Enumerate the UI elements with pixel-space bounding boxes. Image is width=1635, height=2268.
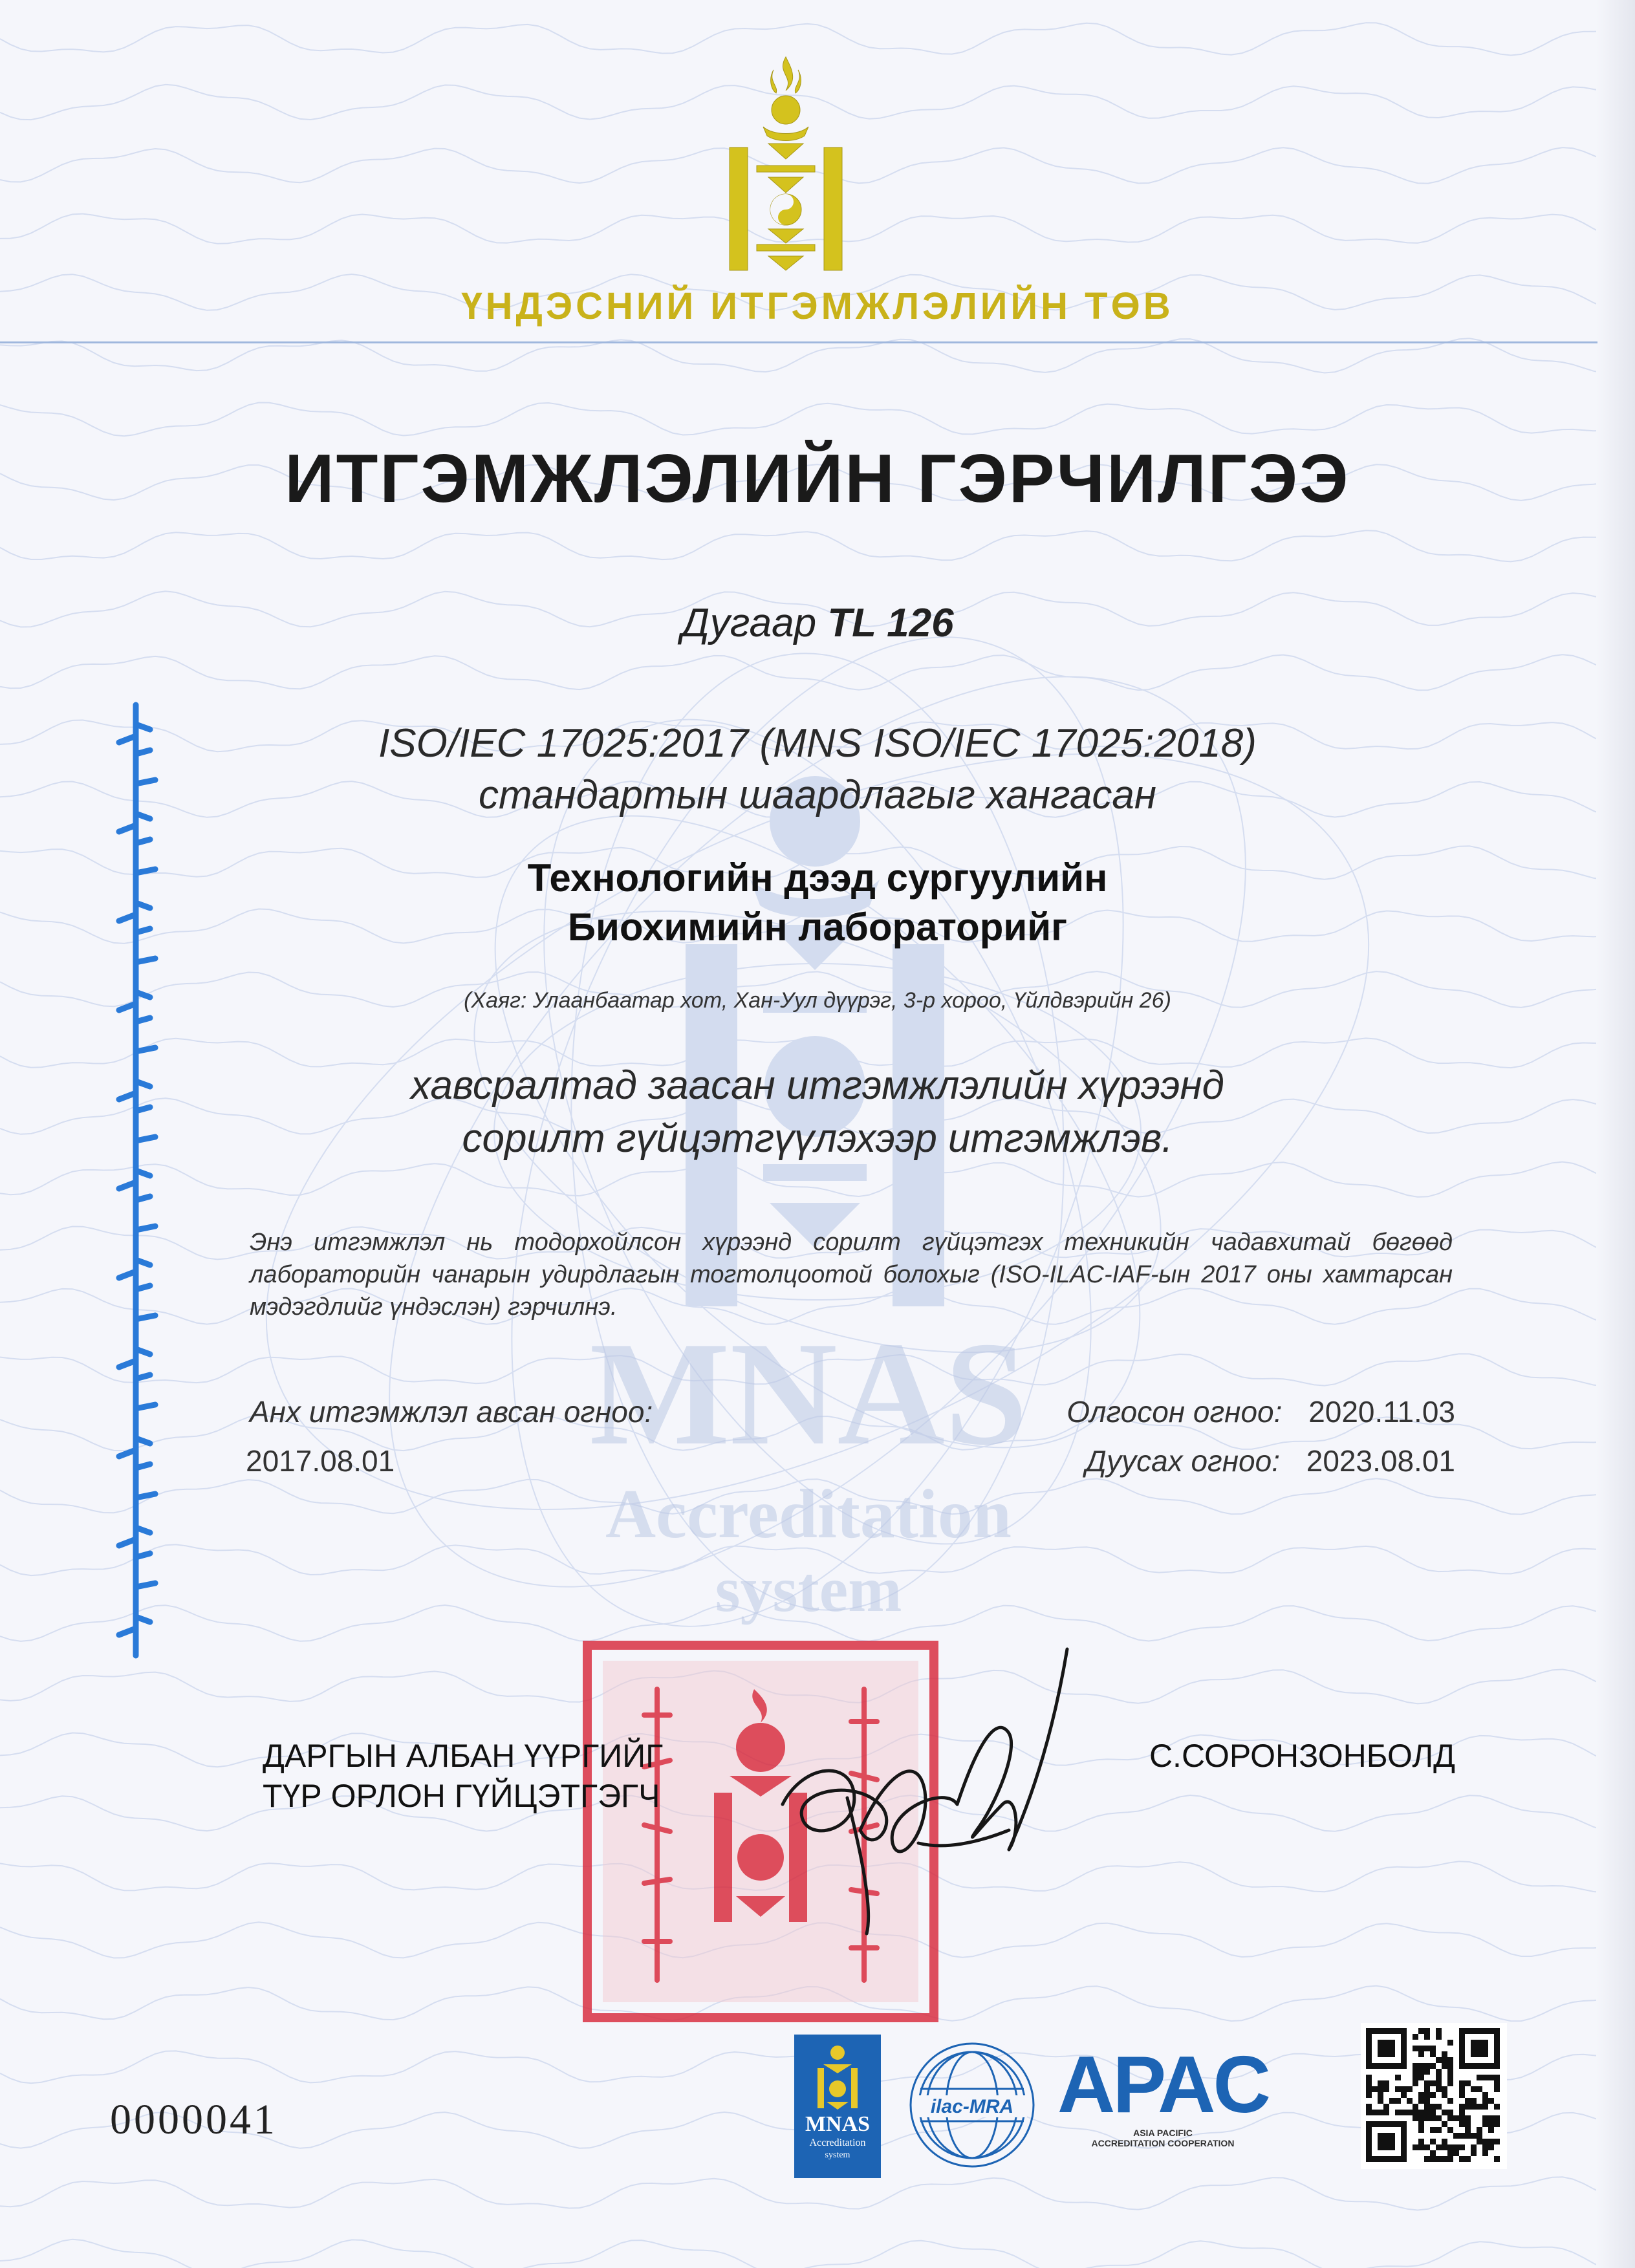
qr-module [1378,2110,1383,2115]
qr-module [1482,2075,1488,2080]
qr-module [1459,2121,1465,2127]
qr-module [1413,2046,1418,2051]
qr-module [1453,2144,1459,2150]
qr-module [1430,2127,1436,2133]
qr-module [1459,2115,1465,2121]
qr-module [1424,2092,1430,2098]
qr-module [1494,2156,1500,2162]
qr-module [1383,2110,1389,2115]
mnas-logo-name: MNAS [805,2112,871,2136]
qr-module [1436,2075,1442,2080]
guilloche-line [0,2240,1635,2268]
qr-module [1477,2086,1482,2092]
qr-module [1459,2080,1465,2086]
qr-module [1442,2121,1447,2127]
qr-module [1494,2075,1500,2080]
qr-module [1471,2150,1477,2156]
qr-module [1378,2086,1383,2092]
laboratory-line-1: Технологийн дээд сургуулийн [527,856,1108,900]
issuing-organization-name: ҮНДЭСНИЙ ИТГЭМЖЛЭЛИЙН ТӨВ [461,285,1174,327]
qr-module [1482,2144,1488,2150]
ilac-mra-logo [904,2037,1040,2173]
mnas-logo-emblem [794,2035,881,2112]
qr-module [1430,2150,1436,2156]
qr-module [1459,2092,1465,2098]
guilloche-line [0,403,1635,437]
qr-module [1413,2034,1418,2040]
soyombo-emblem [711,50,860,277]
qr-module [1418,2098,1424,2104]
qr-module [1395,2098,1401,2104]
qr-module [1366,2080,1372,2086]
qr-module [1465,2115,1471,2121]
qr-module [1383,2080,1389,2086]
qr-module [1453,2115,1459,2121]
watermark-system: system [715,1553,902,1625]
qr-module [1418,2075,1424,2080]
qr-module [1378,2098,1383,2104]
apac-logo [1046,2040,1279,2148]
scope-line-2: сорилт гүйцэтгүүлэхээр итгэмжлэв. [462,1116,1173,1161]
qr-module [1413,2144,1418,2150]
qr-module [1418,2046,1424,2051]
qr-module [1442,2156,1447,2162]
qr-module [1482,2098,1488,2104]
qr-module [1430,2110,1436,2115]
qr-module [1453,2150,1459,2156]
qr-module [1430,2104,1436,2110]
qr-module [1447,2150,1453,2156]
certificate-number [0,600,1635,646]
qr-module [1442,2057,1447,2063]
apac-logo-line-2: ACCREDITATION COOPERATION [1091,2138,1235,2148]
laboratory-address: (Хаяг: Улаанбаатар хот, Хан-Уул дүүрэг, 3-р хороо, Үйлдвэрийн 26) [464,988,1171,1013]
qr-module [1471,2086,1477,2092]
qr-module [1413,2104,1418,2110]
qr-module [1488,2139,1494,2144]
qr-module [1482,2150,1488,2156]
certificate-number-value: TL 126 [827,601,954,645]
qr-module [1488,2127,1494,2133]
apac-logo-name: APAC [1057,2040,1269,2130]
qr-module [1447,2057,1453,2063]
qr-module [1436,2144,1442,2150]
qr-module [1442,2086,1447,2092]
watermark-accreditation: Accreditation [605,1476,1012,1553]
qr-module [1477,2127,1482,2133]
qr-module [1442,2139,1447,2144]
qr-module [1407,2110,1413,2115]
qr-module [1436,2080,1442,2086]
qr-module [1413,2063,1418,2069]
guilloche-line [0,530,1635,561]
qr-module [1424,2115,1430,2121]
qr-module [1494,2115,1500,2121]
qr-module [1424,2028,1430,2034]
qr-module [1459,2086,1465,2092]
qr-finder-pattern [1378,2040,1395,2057]
watermark-mnas: MNAS [589,1311,1028,1476]
qr-module [1447,2080,1453,2086]
qr-module [1430,2092,1436,2098]
qr-module [1383,2104,1389,2110]
qr-module [1436,2115,1442,2121]
qr-module [1413,2110,1418,2115]
qr-module [1418,2092,1424,2098]
signatory-title-line-2: ТҮР ОРЛОН ГҮЙЦЭТГЭГЧ [263,1778,660,1814]
qr-module [1366,2075,1372,2080]
certificate-title: ИТГЭМЖЛЭЛИЙН ГЭРЧИЛГЭЭ [285,440,1350,517]
first-accreditation-date: 2017.08.01 [246,1444,395,1478]
qr-module [1482,2104,1488,2110]
qr-module [1407,2098,1413,2104]
qr-module [1488,2075,1494,2080]
qr-module [1424,2098,1430,2104]
qr-module [1401,2092,1407,2098]
qr-module [1366,2110,1372,2115]
apac-logo-line-1: ASIA PACIFIC [1133,2128,1193,2138]
qr-module [1424,2069,1430,2075]
qr-module [1418,2069,1424,2075]
expiry-date-value: 2023.08.01 [1306,1444,1455,1478]
scope-block [0,1059,1635,1165]
qr-module [1447,2115,1453,2121]
qr-module [1395,2075,1401,2080]
qr-module [1424,2034,1430,2040]
qr-module [1395,2110,1401,2115]
qr-module [1418,2110,1424,2115]
qr-module [1372,2086,1378,2092]
qr-module [1366,2104,1372,2110]
qr-module [1465,2133,1471,2139]
scope-line-1: хавсралтад заасан итгэмжлэлийн хүрээнд [411,1063,1224,1108]
mnas-logo [794,2035,881,2178]
accreditation-note: Энэ итгэмжлэл нь тодорхойлсон хүрээнд сорилт гүйцэтгэх техникийн чадавхитай бөгөөд лабораторийн чанарын удирдлагын тогтолцоотой болохыг (ISO-ILAC-IAF-ын 2017 оны хамтарсан мэдэгдлийг үндэслэн) гэрчилнэ. [250,1229,1453,1321]
signatory-title-line-1: ДАРГЫН АЛБАН ҮҮРГИЙГ [263,1738,664,1774]
qr-module [1430,2115,1436,2121]
qr-module [1488,2115,1494,2121]
standard-block [0,718,1635,821]
qr-module [1389,2098,1395,2104]
qr-module [1482,2121,1488,2127]
qr-module [1436,2028,1442,2034]
qr-module [1447,2098,1453,2104]
qr-code [1361,2023,1507,2169]
issued-date-row [1067,1394,1455,1429]
qr-module [1477,2139,1482,2144]
qr-module [1442,2063,1447,2069]
qr-module [1482,2092,1488,2098]
qr-module [1436,2069,1442,2075]
signatory-title [263,1736,663,1816]
qr-module [1430,2046,1436,2051]
signatory-name: С.СОРОНЗОНБОЛД [1149,1738,1455,1774]
qr-module [1465,2080,1471,2086]
laboratory-line-2: Биохимийн лабораторийг [567,905,1068,949]
first-accreditation-label: Анх итгэмжлэл авсан огноо: [250,1395,653,1429]
qr-module [1488,2121,1494,2127]
qr-module [1442,2144,1447,2150]
qr-module [1447,2144,1453,2150]
qr-module [1378,2080,1383,2086]
qr-module [1418,2051,1424,2057]
qr-module [1436,2104,1442,2110]
handwritten-signature [763,1636,1087,1947]
qr-module [1430,2063,1436,2069]
qr-module [1424,2144,1430,2150]
qr-module [1436,2127,1442,2133]
qr-module [1418,2115,1424,2121]
guilloche-line [0,338,1635,373]
qr-module [1494,2080,1500,2086]
issued-date-value: 2020.11.03 [1308,1395,1455,1429]
qr-module [1488,2144,1494,2150]
qr-module [1418,2028,1424,2034]
qr-module [1459,2156,1465,2162]
qr-module [1477,2075,1482,2080]
qr-module [1424,2110,1430,2115]
qr-module [1465,2156,1471,2162]
mnas-logo-line-3: system [825,2150,850,2160]
qr-module [1424,2104,1430,2110]
qr-finder-pattern [1378,2133,1395,2150]
qr-module [1459,2144,1465,2150]
qr-module [1366,2092,1372,2098]
qr-module [1471,2133,1477,2139]
qr-module [1459,2110,1465,2115]
qr-module [1424,2046,1430,2051]
header-divider [0,341,1597,343]
qr-module [1442,2092,1447,2098]
qr-module [1378,2092,1383,2098]
qr-module [1447,2040,1453,2046]
guilloche-line [0,654,1635,690]
qr-module [1471,2104,1477,2110]
qr-module [1383,2086,1389,2092]
qr-module [1471,2098,1477,2104]
qr-module [1447,2075,1453,2080]
qr-module [1436,2156,1442,2162]
qr-module [1436,2034,1442,2040]
qr-finder-pattern [1471,2040,1488,2057]
qr-module [1424,2063,1430,2069]
qr-module [1459,2104,1465,2110]
qr-module [1447,2156,1453,2162]
qr-module [1447,2069,1453,2075]
qr-module [1424,2080,1430,2086]
qr-module [1494,2104,1500,2110]
qr-module [1482,2115,1488,2121]
qr-module [1447,2127,1453,2133]
qr-module [1418,2139,1424,2144]
laboratory-block [0,854,1635,952]
qr-module [1447,2063,1453,2069]
qr-module [1436,2057,1442,2063]
mnas-logo-line-2: Accreditation [809,2137,866,2148]
qr-module [1477,2104,1482,2110]
qr-module [1418,2063,1424,2069]
qr-module [1488,2098,1494,2104]
qr-module [1430,2051,1436,2057]
qr-module [1465,2098,1471,2104]
qr-module [1366,2086,1372,2092]
expiry-date-label: Дуусах огноо: [1085,1444,1280,1478]
qr-module [1407,2086,1413,2092]
qr-module [1413,2069,1418,2075]
qr-module [1447,2110,1453,2115]
qr-module [1465,2121,1471,2127]
standard-line-2: стандартын шаардлагыг хангасан [479,773,1156,817]
qr-module [1401,2086,1407,2092]
qr-module [1430,2156,1436,2162]
qr-module [1494,2139,1500,2144]
qr-module [1430,2139,1436,2144]
qr-module [1453,2133,1459,2139]
qr-module [1442,2110,1447,2115]
qr-module [1424,2086,1430,2092]
qr-module [1459,2133,1465,2139]
qr-module [1418,2144,1424,2150]
ilac-mra-logo-text: ilac-MRA [930,2096,1014,2117]
qr-module [1436,2086,1442,2092]
qr-module [1430,2080,1436,2086]
mongolian-script-column [97,698,175,1669]
expiry-date-row [1085,1443,1455,1478]
qr-module [1401,2110,1407,2115]
qr-module [1442,2051,1447,2057]
qr-module [1482,2139,1488,2144]
qr-module [1494,2086,1500,2092]
qr-module [1424,2156,1430,2162]
qr-module [1471,2144,1477,2150]
qr-module [1413,2075,1418,2080]
qr-module [1372,2110,1378,2115]
certificate-number-label: Дугаар [681,601,817,645]
qr-module [1395,2086,1401,2092]
standard-line-1: ISO/IEC 17025:2017 (MNS ISO/IEC 17025:2018) [378,721,1257,766]
qr-module [1477,2133,1482,2139]
serial-number: 0000041 [110,2096,277,2143]
qr-module [1494,2121,1500,2127]
qr-module [1465,2104,1471,2110]
qr-module [1418,2127,1424,2133]
qr-module [1465,2127,1471,2133]
issued-date-label: Олгосон огноо: [1067,1395,1283,1429]
qr-module [1418,2121,1424,2127]
guilloche-line [0,2177,1635,2210]
qr-module [1413,2080,1418,2086]
qr-module [1413,2115,1418,2121]
